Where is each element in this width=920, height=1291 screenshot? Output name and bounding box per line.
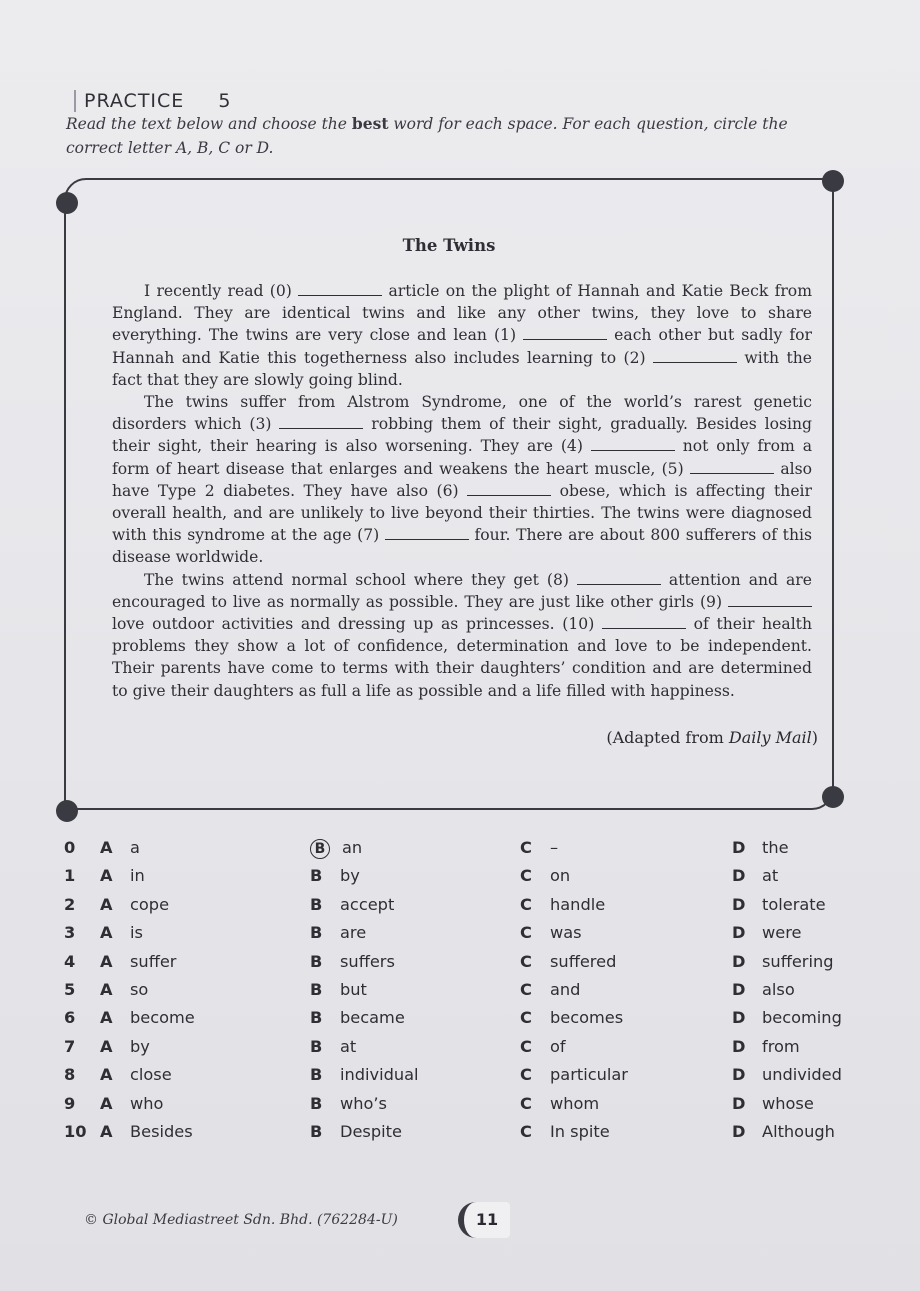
option-a[interactable] (100, 1094, 163, 1113)
option-letter: A (100, 951, 113, 971)
option-word: who (130, 1093, 164, 1113)
option-d[interactable] (732, 1037, 800, 1056)
blank-10[interactable] (602, 618, 686, 629)
question-row (64, 1122, 884, 1150)
option-d[interactable] (732, 838, 789, 857)
question-number: 9 (64, 1093, 76, 1113)
option-word: close (130, 1065, 172, 1085)
option-word: suffer (130, 951, 177, 971)
option-c[interactable] (520, 1008, 623, 1027)
option-c[interactable] (520, 866, 570, 885)
question-row (64, 952, 884, 980)
option-word: at (340, 1036, 357, 1056)
option-word: but (340, 979, 367, 999)
option-word: whose (762, 1093, 814, 1113)
option-letter: C (520, 1036, 532, 1056)
option-b[interactable] (310, 1122, 402, 1141)
option-word: suffering (762, 951, 834, 971)
option-letter: A (100, 979, 113, 999)
question-row (64, 923, 884, 951)
question-row (64, 866, 884, 894)
question-number: 2 (64, 894, 76, 914)
option-word: accept (340, 894, 395, 914)
option-letter: B (310, 951, 323, 971)
blank-0[interactable] (298, 285, 382, 296)
blank-2[interactable] (653, 352, 737, 363)
option-c[interactable] (520, 923, 582, 942)
option-word: suffered (550, 951, 617, 971)
option-d[interactable] (732, 952, 834, 971)
option-letter: D (732, 1121, 746, 1141)
blank-4[interactable] (591, 440, 675, 451)
question-row (64, 1094, 884, 1122)
circled-option-letter: B (310, 839, 330, 859)
option-letter: D (732, 1036, 746, 1056)
article-source: (Adapted from Daily Mail) (606, 728, 818, 747)
option-word: suffers (340, 951, 395, 971)
option-d[interactable] (732, 980, 795, 999)
option-b[interactable] (310, 1065, 419, 1084)
corner-dot-icon (822, 170, 844, 192)
option-word: becomes (550, 1008, 624, 1028)
option-a[interactable] (100, 1037, 150, 1056)
option-c[interactable] (520, 952, 616, 971)
option-letter: C (520, 1093, 532, 1113)
option-letter: D (732, 979, 746, 999)
option-c[interactable] (520, 838, 558, 857)
option-b[interactable] (310, 895, 394, 914)
option-word: by (130, 1036, 150, 1056)
option-letter: A (100, 866, 113, 886)
option-letter: C (520, 1008, 532, 1028)
practice-number: 5 (218, 90, 232, 112)
option-letter: D (732, 894, 746, 914)
corner-dot-icon (56, 192, 78, 214)
question-row (64, 980, 884, 1008)
option-letter: C (520, 923, 532, 943)
option-word: in (130, 866, 145, 886)
answer-options (64, 838, 884, 1150)
practice-header (74, 90, 231, 112)
option-c[interactable] (520, 1065, 628, 1084)
option-word: handle (550, 894, 606, 914)
option-word: In spite (550, 1121, 610, 1141)
option-letter: A (100, 1093, 113, 1113)
option-letter: B (310, 979, 323, 999)
option-word: and (550, 979, 581, 999)
option-word: become (130, 1008, 195, 1028)
option-letter: D (732, 923, 746, 943)
option-c[interactable] (520, 1094, 599, 1113)
option-letter: C (520, 838, 532, 857)
option-word: so (130, 979, 149, 999)
option-word: undivided (762, 1065, 842, 1085)
question-row (64, 1037, 884, 1065)
option-word: Although (762, 1121, 835, 1141)
option-letter: D (732, 866, 746, 886)
option-word: cope (130, 894, 170, 914)
option-b[interactable] (310, 1094, 387, 1113)
option-word: at (762, 866, 779, 886)
option-word: also (762, 979, 795, 999)
question-number: 0 (64, 838, 76, 857)
option-letter: A (100, 838, 113, 857)
option-letter: C (520, 979, 532, 999)
option-letter: A (100, 1036, 113, 1056)
option-a[interactable] (100, 1065, 172, 1084)
option-letter: C (520, 951, 532, 971)
instructions-bold-word: best (351, 114, 389, 133)
option-letter: C (520, 1121, 532, 1141)
option-d[interactable] (732, 866, 778, 885)
option-b[interactable] (310, 952, 395, 971)
option-letter: C (520, 1065, 532, 1085)
question-number: 7 (64, 1036, 76, 1056)
question-number: 1 (64, 866, 76, 886)
option-letter: B (310, 1008, 323, 1028)
option-b[interactable] (310, 1037, 356, 1056)
option-letter: A (100, 923, 113, 943)
option-word: who’s (340, 1093, 387, 1113)
option-letter: B (310, 1036, 323, 1056)
option-d[interactable] (732, 1008, 842, 1027)
article-title: The Twins (402, 236, 496, 255)
option-letter: B (310, 866, 323, 886)
option-word: tolerate (762, 894, 826, 914)
option-word: was (550, 923, 582, 943)
paragraph-3: The twins attend normal school where they get (8) attention and are encouraged to live as normally as possible. They are just like other girls (9) love outdoor activities and dressing up as princesses. (10) of their health problems they show a lot of confidence, determination and love to be independent. Their parents have come to terms with their daughters’ condition and are determined to give their daughters as full a life as possible and a life filled with happiness. (112, 570, 812, 700)
question-number: 5 (64, 979, 76, 999)
instructions (66, 112, 836, 160)
option-letter: B (310, 1121, 323, 1141)
blank-5[interactable] (690, 463, 774, 474)
option-word: the (762, 838, 789, 857)
blank-1[interactable] (523, 329, 607, 340)
corner-dot-icon (56, 800, 78, 822)
option-letter: B (310, 1093, 323, 1113)
option-letter: B (310, 923, 323, 943)
paragraph-1: I recently read (0) article on the plight of Hannah and Katie Beck from England. They are identical twins and like any other twins, they love to share everything. The twins are very close and lean (1) each other but sadly for Hannah and Katie this togetherness also includes learning to (2) with the fact that they are slowly going blind. (112, 282, 813, 389)
option-word: Despite (340, 1121, 402, 1141)
option-c[interactable] (520, 980, 580, 999)
corner-dot-icon (822, 786, 844, 808)
option-c[interactable] (520, 895, 605, 914)
option-letter: D (732, 951, 746, 971)
practice-label: PRACTICE (84, 90, 185, 112)
question-row (64, 895, 884, 923)
option-word: becoming (762, 1008, 842, 1028)
instructions-text-pre: Read the text below and choose the (66, 115, 352, 133)
option-word: are (340, 923, 367, 943)
question-number: 8 (64, 1065, 76, 1085)
option-b[interactable] (310, 866, 360, 885)
option-a[interactable] (100, 1122, 193, 1141)
option-a[interactable] (100, 952, 176, 971)
option-word: individual (340, 1065, 419, 1085)
option-word: of (550, 1036, 566, 1056)
blank-8[interactable] (577, 574, 661, 585)
option-word: particular (550, 1065, 628, 1085)
article-body (112, 280, 812, 702)
option-word: is (130, 923, 143, 943)
option-a[interactable] (100, 895, 169, 914)
option-letter: B (310, 894, 323, 914)
blank-6[interactable] (467, 485, 551, 496)
option-d[interactable] (732, 923, 801, 942)
option-d[interactable] (732, 1065, 842, 1084)
copyright-text: © Global Mediastreet Sdn. Bhd. (762284-U) (84, 1212, 398, 1228)
question-number: 4 (64, 951, 76, 971)
option-letter: B (310, 1065, 323, 1085)
question-number: 10 (64, 1121, 87, 1141)
option-b[interactable] (310, 923, 366, 942)
option-a[interactable] (100, 1008, 195, 1027)
option-letter: D (732, 1065, 746, 1085)
option-a[interactable] (100, 866, 145, 885)
question-row (64, 838, 884, 866)
option-word: from (762, 1036, 800, 1056)
option-word: were (762, 923, 802, 943)
option-c[interactable] (520, 1037, 566, 1056)
option-word: Besides (130, 1121, 193, 1141)
option-letter: C (520, 894, 532, 914)
option-d[interactable] (732, 1122, 835, 1141)
question-number: 6 (64, 1008, 76, 1028)
option-c[interactable] (520, 1122, 610, 1141)
question-number: 3 (64, 923, 76, 943)
question-row (64, 1065, 884, 1093)
option-b[interactable] (310, 980, 367, 999)
article-box (64, 178, 834, 810)
option-b[interactable] (310, 838, 362, 859)
option-word: became (340, 1008, 405, 1028)
option-d[interactable] (732, 895, 826, 914)
option-a[interactable] (100, 838, 140, 857)
instructions-text-post: word for each space. For each question, circle the correct letter A, B, C or D. (66, 115, 788, 157)
option-letter: D (732, 1008, 746, 1028)
blank-9[interactable] (728, 596, 812, 607)
option-letter: A (100, 894, 113, 914)
option-word: whom (550, 1093, 600, 1113)
option-letter: A (100, 1065, 113, 1085)
option-a[interactable] (100, 980, 148, 999)
option-d[interactable] (732, 1094, 814, 1113)
option-letter: C (520, 866, 532, 886)
blank-7[interactable] (385, 529, 469, 540)
option-letter: D (732, 1093, 746, 1113)
option-b[interactable] (310, 1008, 405, 1027)
option-letter: D (732, 838, 746, 857)
paragraph-2: The twins suffer from Alstrom Syndrome, one of the world’s rarest genetic disorders which (3) robbing them of their sight, gradually. Besides losing their sight, their hearing is also worsening. They are (4) not only from a form of heart disease that enlarges and weakens the heart muscle, (5) also have Type 2 diabetes. They have also (6) obese, which is affecting their overall health, and are unlikely to live beyond their thirties. The twins were diagnosed with this syndrome at the age (7) four. There are about 800 sufferers of this disease worldwide. (112, 393, 813, 567)
option-letter: A (100, 1121, 113, 1141)
option-word: – (550, 838, 559, 857)
page-number: 11 (458, 1202, 510, 1238)
blank-3[interactable] (279, 418, 363, 429)
question-row (64, 1008, 884, 1036)
option-word: on (550, 866, 571, 886)
option-word: by (340, 866, 360, 886)
option-word: an (342, 838, 363, 857)
option-word: a (130, 838, 140, 857)
option-a[interactable] (100, 923, 143, 942)
option-letter: A (100, 1008, 113, 1028)
